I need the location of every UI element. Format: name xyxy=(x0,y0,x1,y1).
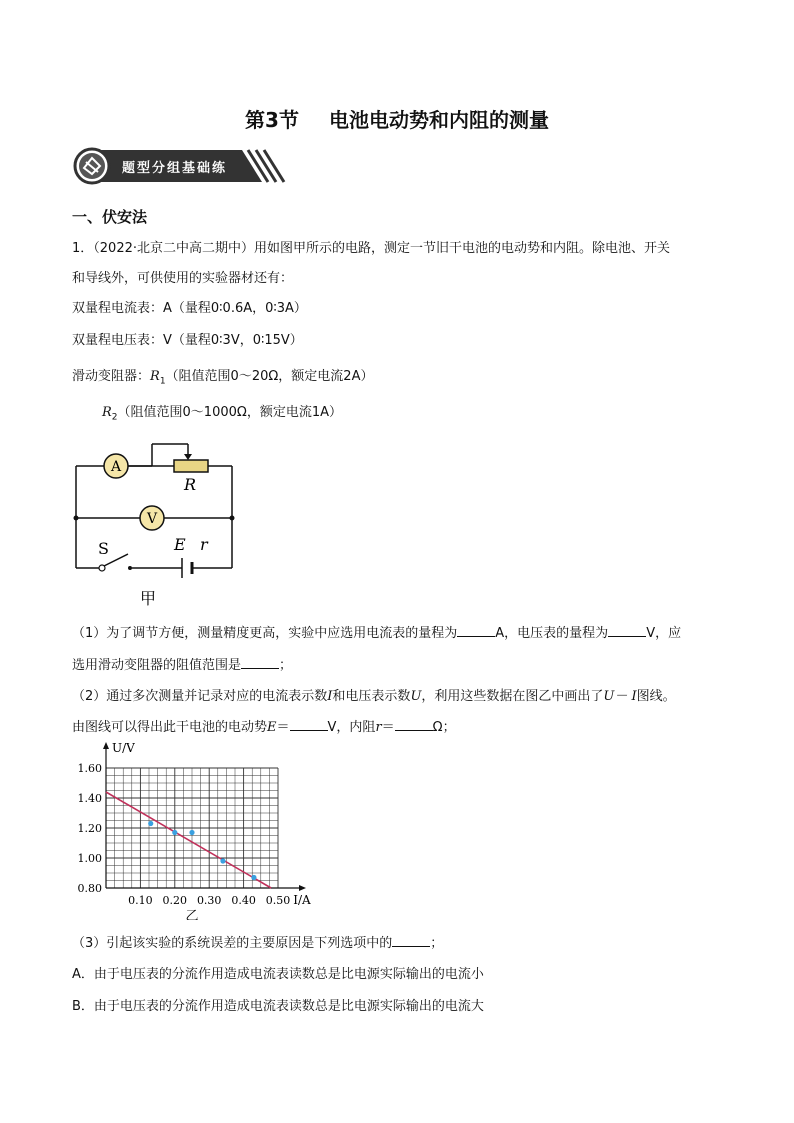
q1-stem-line1: 1．（2022·北京二中高二期中）用如图甲所示的电路，测定一节旧干电池的电动势和内阻。除电池、开关 xyxy=(72,241,670,256)
voltmeter-label: V xyxy=(146,511,158,527)
slider-arrow xyxy=(184,454,192,460)
emf-label: E xyxy=(174,535,186,554)
x-tick-label: 0.50 xyxy=(265,894,291,907)
q1-stem-line2: 和导线外，可供使用的实验器材还有： xyxy=(72,271,294,286)
answer-blank[interactable] xyxy=(457,624,495,637)
fit-line xyxy=(106,792,271,888)
data-point xyxy=(172,830,177,835)
section-banner xyxy=(72,146,286,186)
sub2-line1: （2）通过多次测量并记录对应的电流表示数I和电压表示数U，利用这些数据在图乙中画出了U－ I图线。 xyxy=(72,689,676,704)
option-a[interactable]: A．由于电压表的分流作用造成电流表读数总是比电源实际输出的电流小 xyxy=(72,967,484,982)
internal-resistance-label: r xyxy=(200,535,208,554)
data-point xyxy=(148,821,153,826)
answer-blank[interactable] xyxy=(395,718,433,731)
x-tick-label: 0.10 xyxy=(128,894,153,907)
resistor-R xyxy=(174,460,208,472)
y-tick-label: 1.40 xyxy=(77,792,102,805)
answer-blank[interactable] xyxy=(608,624,646,637)
switch-contact xyxy=(99,565,105,571)
circuit-diagram xyxy=(68,430,248,610)
x-tick-label: 0.20 xyxy=(162,894,188,907)
y-tick-label: 1.00 xyxy=(77,852,102,865)
graph-data xyxy=(106,792,271,888)
page-title xyxy=(0,104,794,133)
sub3-question: （3）引起该实验的系统误差的主要原因是下列选项中的 ； xyxy=(72,936,444,951)
q1-rheostat-2: $R_2$（阻值范围0～1000Ω，额定电流1A） xyxy=(102,405,342,423)
x-axis-label: I/A xyxy=(293,893,311,907)
y-tick-label: 0.80 xyxy=(77,882,102,895)
data-point xyxy=(220,858,225,863)
x-tick-label: 0.30 xyxy=(196,894,222,907)
x-axis-arrow xyxy=(299,885,306,891)
q1-ammeter: 双量程电流表：A（量程0∶0.6A，0∶3A） xyxy=(72,301,307,316)
resistor-label: R xyxy=(183,475,197,494)
switch-label: S xyxy=(98,539,109,558)
banner-text: 题型分组基础练 xyxy=(122,161,228,176)
data-point xyxy=(251,875,256,880)
y-tick-label: 1.20 xyxy=(77,822,102,835)
section-title: 电池电动势和内阻的测量 xyxy=(328,108,549,132)
q1-voltmeter: 双量程电压表：V（量程0∶3V，0∶15V） xyxy=(72,333,303,348)
answer-blank[interactable] xyxy=(290,718,328,731)
y-tick-label: 1.60 xyxy=(77,762,102,775)
sub1-line2: 选用滑动变阻器的阻值范围是 ； xyxy=(72,658,293,673)
graph-axes xyxy=(103,742,306,891)
sub1-line1: （1）为了调节方便，测量精度更高，实验中应选用电流表的量程为 A，电压表的量程为 V，应 xyxy=(72,626,682,641)
answer-blank[interactable] xyxy=(241,656,279,669)
circuit-caption: 甲 xyxy=(139,589,157,608)
option-b[interactable]: B．由于电压表的分流作用造成电流表读数总是比电源实际输出的电流大 xyxy=(72,999,484,1014)
graph-caption: 乙 xyxy=(185,909,199,920)
sub2-line2: 由图线可以得出此干电池的电动势E＝ V，内阻r＝ Ω； xyxy=(72,720,456,735)
q1-rheostat-1: 滑动变阻器：$R_1$（阻值范围0～20Ω，额定电流2A） xyxy=(72,369,374,387)
x-tick-label: 0.40 xyxy=(231,894,256,907)
y-axis-label: U/V xyxy=(112,741,135,755)
ui-graph xyxy=(70,740,330,920)
ammeter-label: A xyxy=(110,459,122,475)
answer-blank[interactable] xyxy=(392,934,430,947)
part-heading: 一、伏安法 xyxy=(72,208,148,226)
y-axis-arrow xyxy=(103,742,109,749)
section-number: 第3节 xyxy=(245,108,299,132)
graph-grid xyxy=(106,768,278,888)
data-point xyxy=(189,830,194,835)
